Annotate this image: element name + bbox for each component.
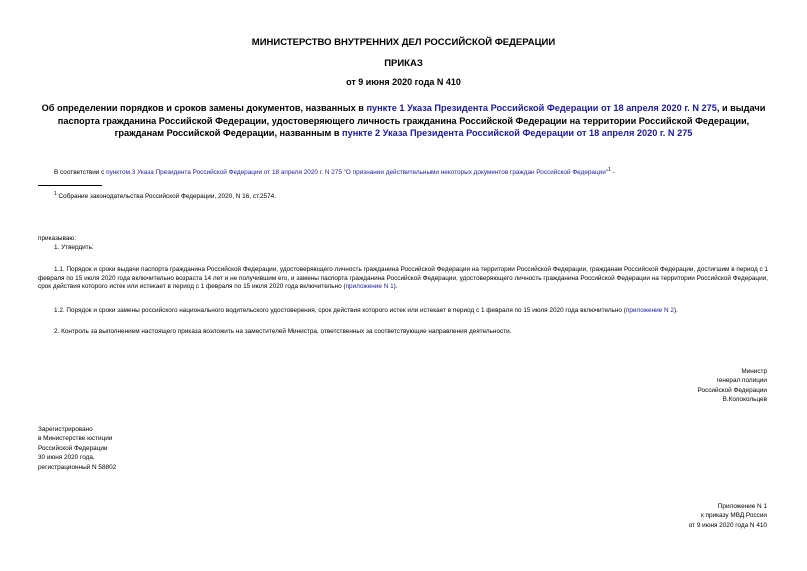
signature-line: В.Колокольцев: [722, 396, 767, 404]
appendix-2-link[interactable]: приложение N 2: [625, 307, 674, 314]
document-type: ПРИКАЗ: [384, 58, 423, 69]
signature-line: генерал полиции: [716, 377, 767, 385]
title-link-decree-item-1[interactable]: пункте 1 Указа Президента Российской Федерации от 18 апреля 2020 г. N 275: [366, 103, 717, 113]
ministry-heading: МИНИСТЕРСТВО ВНУТРЕННИХ ДЕЛ РОССИЙСКОЙ ФЕДЕРАЦИИ: [251, 37, 556, 48]
appendix-line: к приказу МВД России: [700, 512, 767, 520]
appendix-header: [689, 502, 767, 530]
footnote-ref[interactable]: 1: [608, 167, 611, 173]
item-1-1-text: 1.1. Порядок и сроки выдачи паспорта гражданина Российской Федерации, удостоверяющего личность гражданина Российской Федерации на территории Российской Федерации, гражданам Российской Федерации, достигшим в период с 1 февраля по 15 июля 2020 года включительно возраста 14 лет и не получившим его, и замены паспорта гражданина Российской Федерации, удостоверяющего личность гражданина Российской Федерации на территории Российской Федерации, срок действия которого истек или истекает в период с 1 февраля по 15 июля 2020 года включительно (: [38, 266, 768, 291]
item-1-1-end: ).: [393, 283, 398, 291]
footnote-text: Собрание законодательства Российской Федерации, 2020, N 16, ст.2574.: [56, 193, 276, 201]
document-date-number: от 9 июня 2020 года N 410: [346, 77, 461, 87]
title-text-1: Об определении порядков и сроков замены документов, названных в: [41, 103, 367, 113]
signature-line: Российской Федерации: [697, 386, 767, 394]
footnote-divider: [38, 185, 102, 186]
prikazyvayu: приказываю:: [38, 235, 76, 242]
footnote: [54, 190, 754, 202]
appendix-line: Приложение N 1: [717, 503, 767, 510]
footnote-mark: 1: [54, 191, 57, 197]
registration-line: 30 июня 2020 года,: [38, 454, 95, 462]
title-text-2: , и выдачи паспорта гражданина Российской Федерации, удостоверяющего личность гражданина Российской Федерации на территории Российской Федерации, гражданам Российской Федерации, названным в: [57, 103, 766, 138]
registration-line: регистрационный N 58802: [38, 463, 117, 471]
item-2: 2. Контроль за выполнением настоящего приказа возложить на заместителей Министра, ответственных за соответствующие направления деятельности.: [54, 328, 512, 335]
item-1-2: [38, 307, 768, 316]
item-1-2-text: 1.2. Порядок и сроки замены российского национального водительского удостоверения, срок действия которого истек или истекает в период с 1 февраля по 15 июля 2020 года включительно (: [54, 307, 626, 314]
registration-line: Российской Федерации: [38, 444, 108, 452]
preamble-suffix: -: [610, 169, 615, 177]
signature-block: [698, 367, 768, 405]
preamble-prefix: В соответствии с: [54, 169, 107, 177]
document-title: [40, 102, 767, 140]
appendix-1-link[interactable]: приложение N 1: [345, 283, 394, 291]
item-1: 1. Утвердить:: [54, 244, 94, 251]
title-link-decree-item-2[interactable]: пункте 2 Указа Президента Российской Федерации от 18 апреля 2020 г. N 275: [342, 128, 693, 138]
item-1-1: [38, 266, 768, 292]
registration-line: в Министерстве юстиции: [38, 435, 113, 443]
signature-line: Министр: [741, 368, 767, 375]
appendix-line: от 9 июня 2020 года N 410: [688, 521, 767, 529]
registration-line: Зарегистрировано: [38, 426, 93, 433]
registration-block: [38, 425, 116, 472]
item-1-2-end: ).: [673, 307, 678, 314]
preamble: [38, 166, 768, 178]
preamble-link-decree-item-3[interactable]: пунктом 3 Указа Президента Российской Федерации от 18 апреля 2020 г. N 275 "О признании действительными некоторых документов граждан Российской Федерации": [106, 169, 609, 177]
